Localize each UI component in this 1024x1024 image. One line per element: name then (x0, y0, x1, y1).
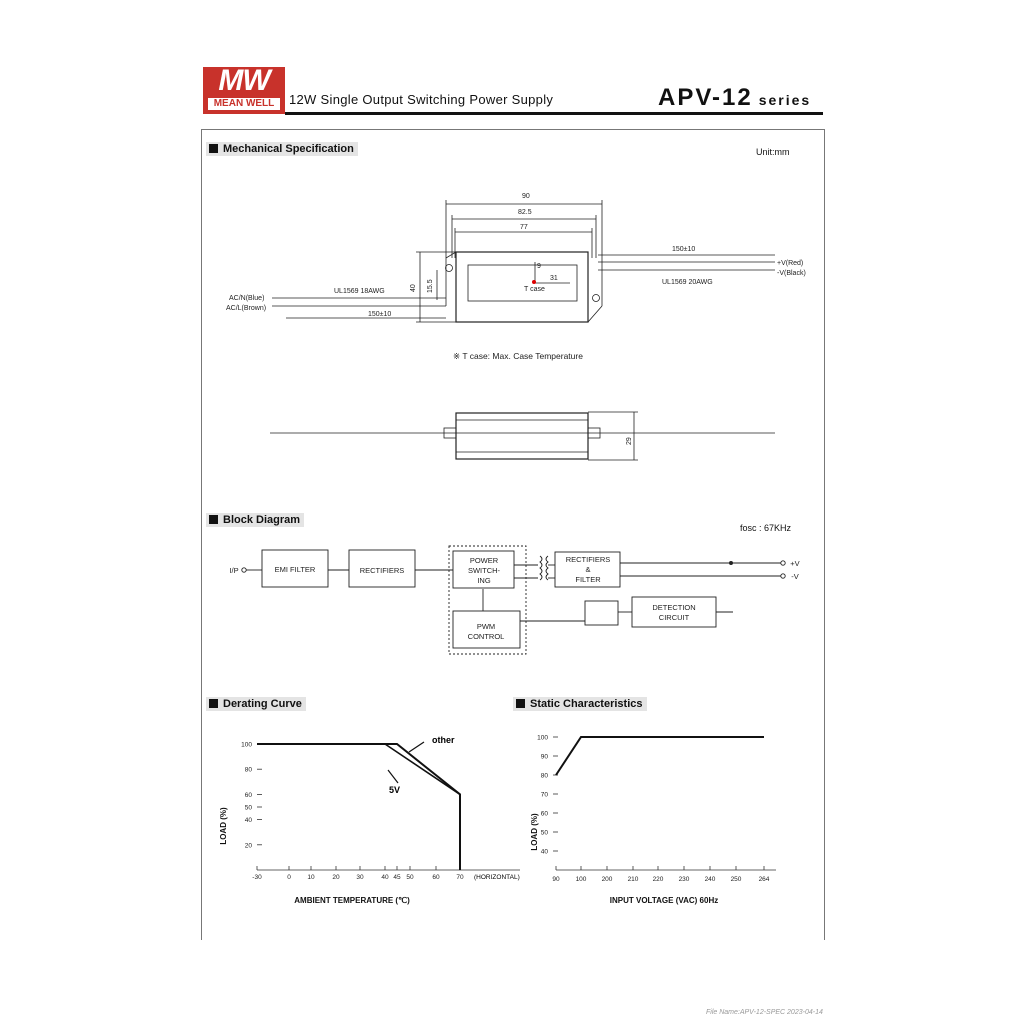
y-tick-label: 90 (540, 753, 548, 761)
x-tick-label: 230 (678, 876, 690, 883)
horizontal-label: (HORIZONTAL) (474, 874, 520, 881)
detection-label-2: CIRCUIT (658, 613, 690, 622)
section-title: Mechanical Specification (223, 143, 354, 155)
y-tick-label: 60 (540, 810, 548, 818)
dim-29: 29 (626, 437, 633, 445)
y-tick-label: 100 (241, 741, 252, 749)
label-other: other (432, 735, 455, 745)
y-tick-label: 80 (540, 772, 548, 780)
fosc-label: fosc : 67KHz (740, 523, 792, 533)
power-label-2: SWITCH- (467, 566, 501, 575)
model-name: APV-12 (658, 84, 753, 111)
dim-15-5: 15.5 (427, 279, 434, 293)
dim-9: 9 (537, 263, 541, 270)
x-tick-label: 45 (393, 874, 401, 881)
wire-in-spec: UL1569 18AWG (334, 288, 385, 295)
x-tick-label: 30 (356, 874, 364, 881)
x-tick-label: 250 (730, 876, 742, 883)
x-tick-label: 40 (381, 874, 389, 881)
tcase-label: T case (524, 286, 545, 293)
rectifiers-label: RECTIFIERS (359, 566, 405, 575)
x-tick-label: 0 (287, 874, 291, 881)
wire-out-spec: UL1569 20AWG (662, 279, 713, 286)
x-tick-label: 210 (627, 876, 639, 883)
pwm-label-1: PWM (476, 622, 496, 631)
tcase-note: ※ T case: Max. Case Temperature (453, 351, 583, 361)
page-subtitle: 12W Single Output Switching Power Supply (289, 92, 554, 107)
dim-77: 77 (520, 224, 528, 231)
y-tick-label: 70 (540, 791, 548, 799)
x-tick-label: 20 (332, 874, 340, 881)
x-axis-title: INPUT VOLTAGE (VAC) 60Hz (609, 896, 719, 905)
y-tick-label: 80 (244, 766, 252, 774)
vneg-label: -V (791, 572, 799, 581)
section-title: Static Characteristics (530, 698, 643, 710)
x-tick-label: 50 (406, 874, 414, 881)
emi-filter-label: EMI FILTER (274, 565, 316, 574)
rect2-label-3: FILTER (575, 575, 601, 584)
rect2-label-1: RECTIFIERS (565, 555, 611, 564)
y-tick-label: 60 (244, 791, 252, 799)
dim-90: 90 (522, 193, 530, 200)
x-axis-title: AMBIENT TEMPERATURE (℃) (294, 896, 410, 905)
x-tick-label: 200 (601, 876, 613, 883)
x-tick-label: 90 (552, 876, 560, 883)
y-axis-title: LOAD (%) (219, 807, 228, 845)
dim-40: 40 (410, 284, 417, 292)
rect2-label-2: & (585, 565, 591, 574)
in-n-label: AC/N(Blue) (229, 295, 265, 302)
y-tick-label: 40 (244, 817, 252, 825)
ip-label: I/P (229, 566, 239, 575)
section-title: Block Diagram (223, 514, 301, 526)
x-tick-label: 60 (432, 874, 440, 881)
logo-text: MEAN WELL (207, 97, 281, 111)
dim-31: 31 (550, 275, 558, 282)
unit-label: Unit:mm (756, 147, 790, 157)
section-title: Derating Curve (223, 698, 302, 710)
y-tick-label: 50 (540, 829, 548, 837)
label-5v: 5V (389, 785, 401, 795)
y-axis-title: LOAD (%) (530, 813, 539, 851)
cable-in-length: 150±10 (368, 311, 392, 318)
series-word: series (758, 92, 812, 108)
y-tick-label: 40 (540, 848, 548, 856)
detection-label-1: DETECTION (652, 603, 696, 612)
pwm-label-2: CONTROL (467, 632, 505, 641)
power-label-3: ING (477, 576, 491, 585)
x-tick-label: 264 (758, 876, 770, 883)
y-tick-label: 20 (244, 842, 252, 850)
series-line-0 (556, 737, 764, 775)
in-l-label: AC/L(Brown) (226, 305, 267, 312)
cable-out-length: 150±10 (672, 246, 696, 253)
out-neg-label: -V(Black) (777, 270, 806, 277)
x-tick-label: -30 (252, 874, 262, 881)
y-tick-label: 50 (244, 804, 252, 812)
y-tick-label: 100 (537, 734, 548, 742)
dim-82-5: 82.5 (518, 209, 532, 216)
x-tick-label: 10 (307, 874, 315, 881)
logo-mark: MW (218, 64, 270, 97)
x-tick-label: 70 (456, 874, 464, 881)
power-label-1: POWER (469, 556, 499, 565)
x-tick-label: 240 (704, 876, 716, 883)
x-tick-label: 220 (652, 876, 664, 883)
vpos-label: +V (790, 559, 800, 568)
out-pos-label: +V(Red) (777, 260, 804, 267)
x-tick-label: 100 (575, 876, 587, 883)
footer-filename: File Name:APV-12-SPEC 2023-04-14 (706, 1009, 823, 1016)
